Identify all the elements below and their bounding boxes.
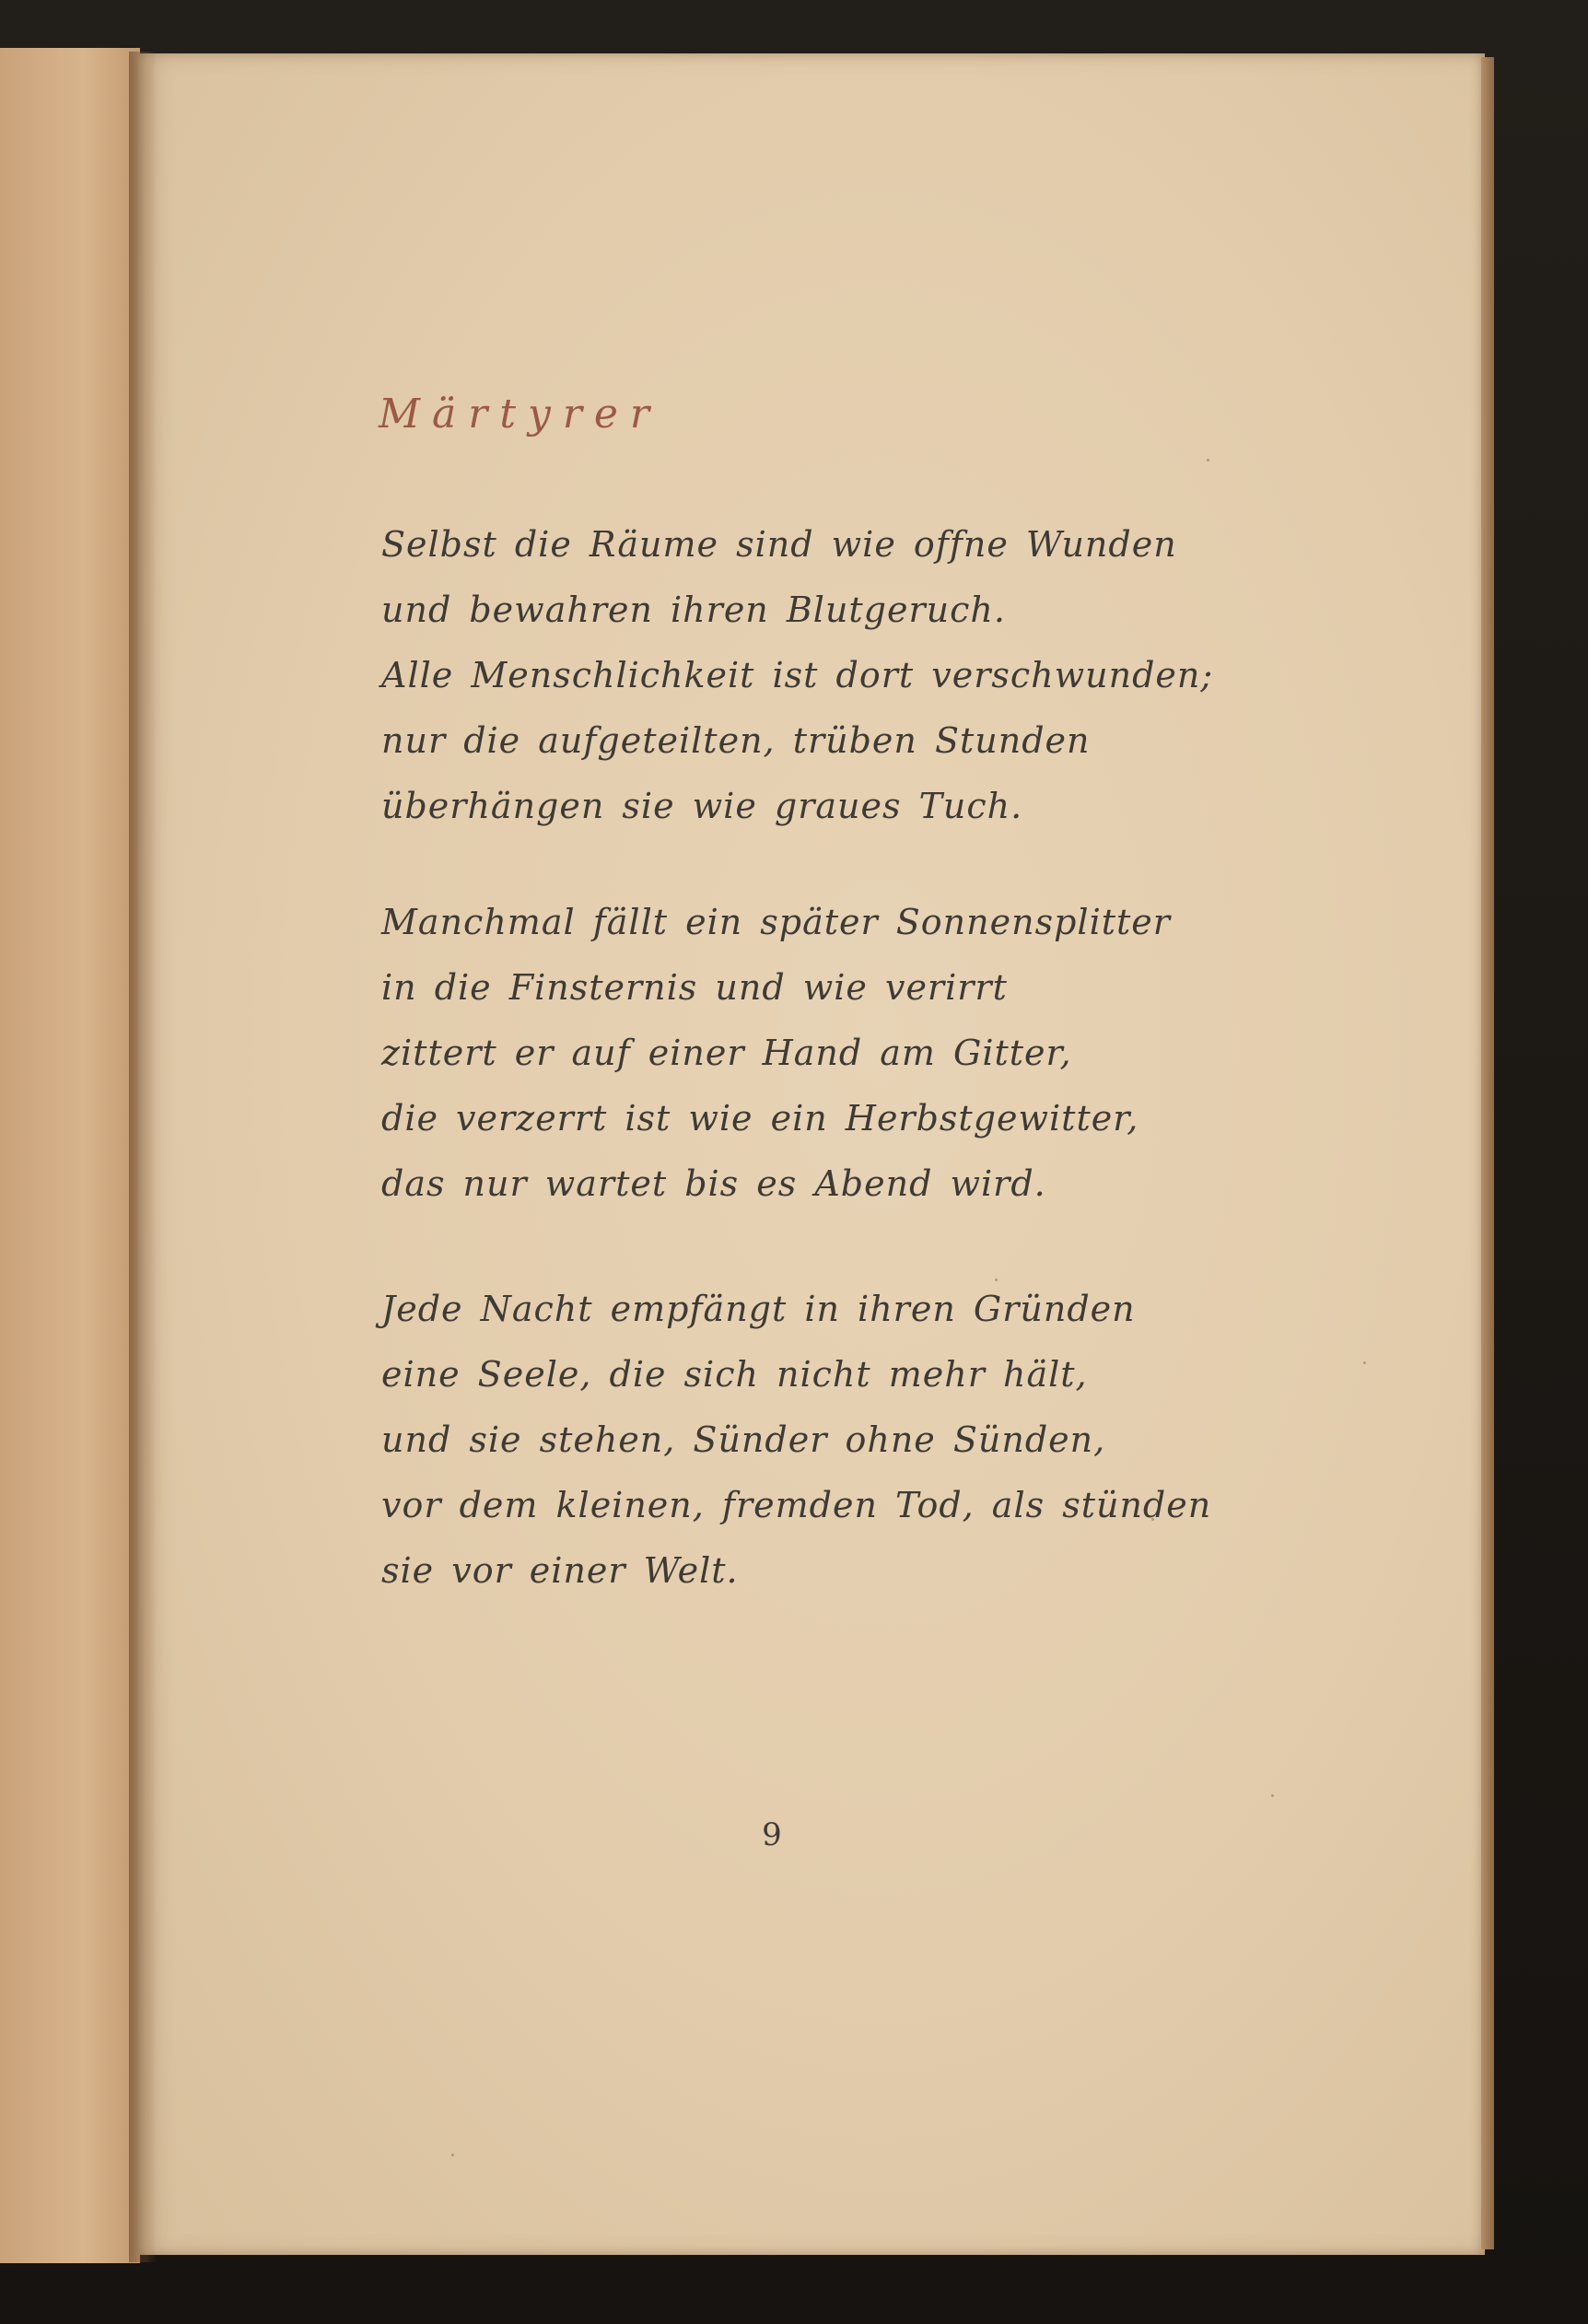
poem-line: eine Seele, die sich nicht mehr hält, (381, 1354, 1088, 1395)
poem-line: in die Finsternis und wie verirrt (381, 967, 1008, 1008)
poem-line: Selbst die Räume sind wie offne Wunden (381, 524, 1177, 565)
stanza-2 (381, 890, 1171, 1217)
poem-line: und bewahren ihren Blutgeruch. (381, 590, 1006, 630)
left-facing-page (0, 48, 140, 2263)
poem-title: Märtyrer (379, 391, 661, 438)
poem-line: nur die aufgeteilten, trüben Stunden (381, 720, 1091, 761)
poem-line: zittert er auf einer Hand am Gitter, (381, 1033, 1072, 1073)
page-edge (1481, 57, 1494, 2249)
poem-line: vor dem kleinen, fremden Tod, als stünden (381, 1485, 1212, 1525)
stanza-1 (381, 512, 1213, 839)
gutter-shadow (129, 52, 157, 2262)
poem-line: und sie stehen, Sünder ohne Sünden, (381, 1419, 1106, 1460)
poem-line: Alle Menschlichkeit ist dort verschwunden; (381, 655, 1214, 695)
poem-line: sie vor einer Welt. (381, 1550, 739, 1591)
poem-line: das nur wartet bis es Abend wird. (381, 1163, 1046, 1204)
stanza-3 (381, 1277, 1211, 1604)
page-number: 9 (762, 1816, 782, 1853)
poem-line: überhängen sie wie graues Tuch. (381, 786, 1023, 826)
poem-line: Manchmal fällt ein später Sonnensplitter (381, 902, 1171, 942)
poem-line: Jede Nacht empfängt in ihren Gründen (381, 1289, 1136, 1329)
poem-line: die verzerrt ist wie ein Herbstgewitter, (381, 1098, 1139, 1139)
